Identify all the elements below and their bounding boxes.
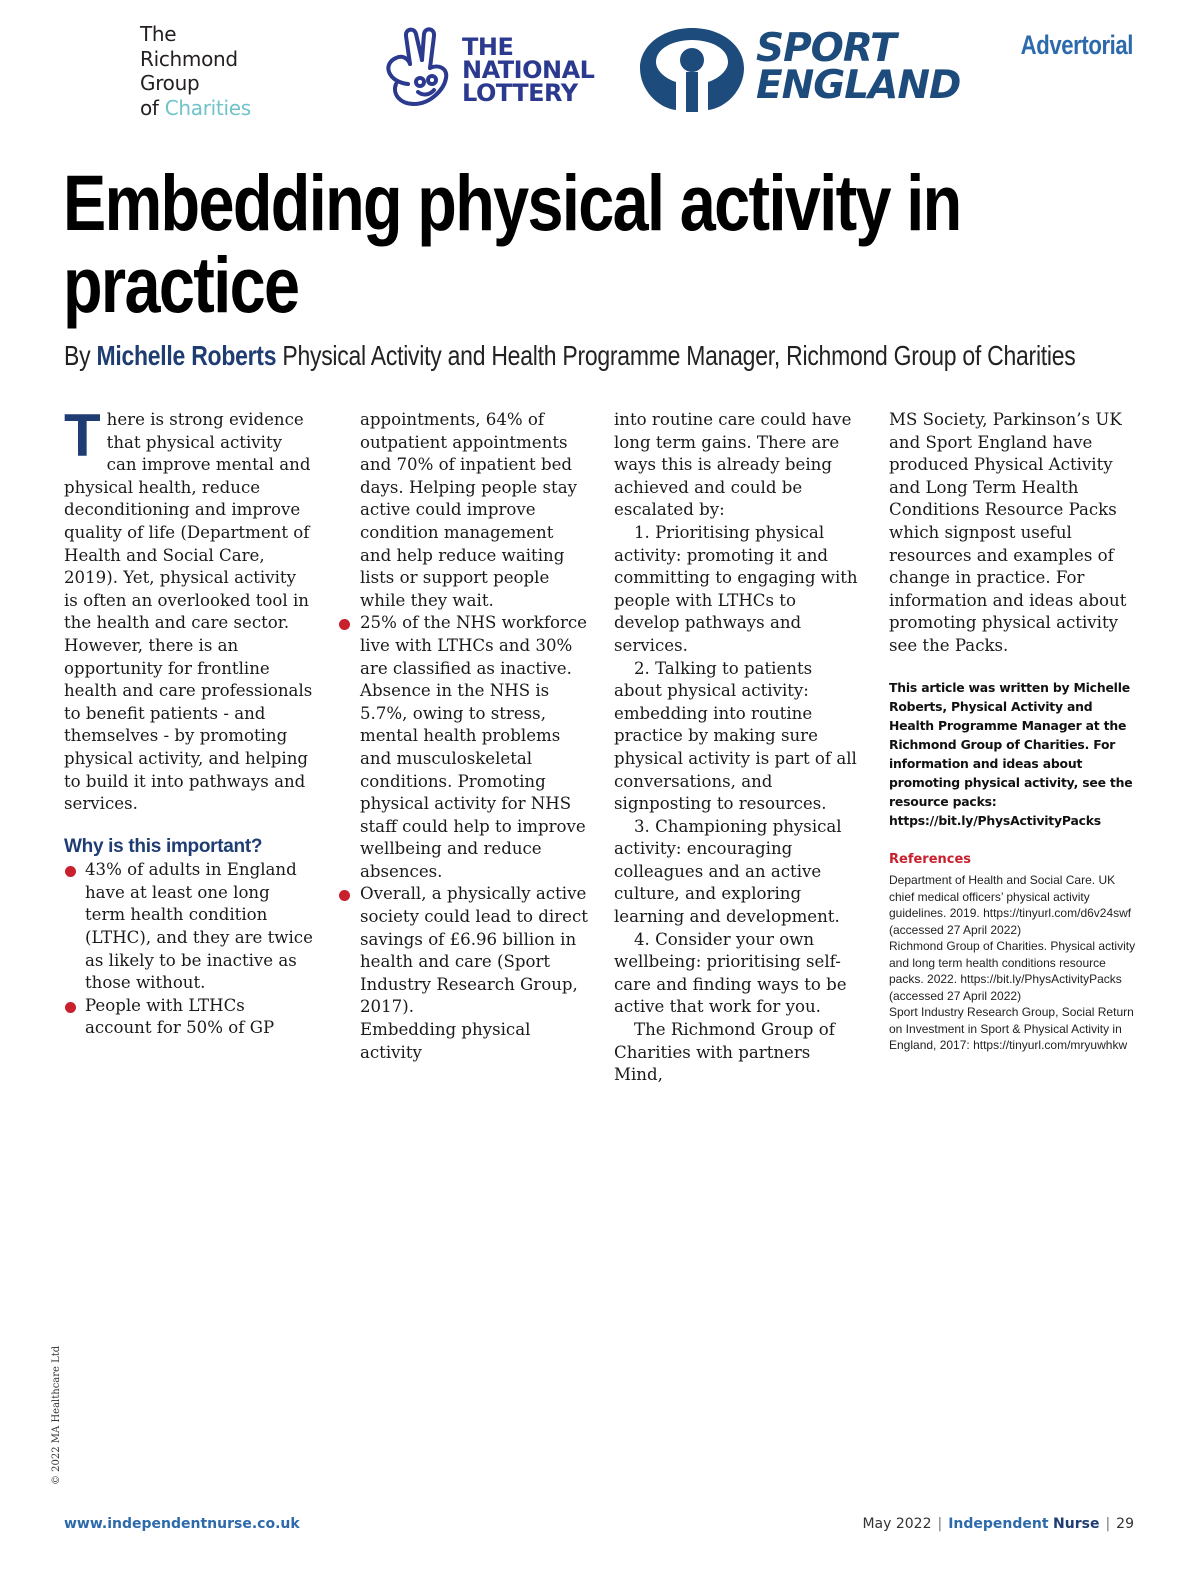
lottery-line: NATIONAL [462, 56, 595, 84]
national-lottery-logo [378, 24, 613, 114]
url-prefix: www.independent [64, 1516, 208, 1532]
logo-line: Richmond [140, 46, 238, 71]
subheading: Why is this important? [64, 835, 263, 857]
author-credit: This article was written by Michelle Roberts, Physical Activity and Health Programme Manager at the Richmond Group of Charities. For information and ideas about promoting physical activity, see the resource packs: https://bit.ly/PhysActivityPacks [889, 679, 1133, 828]
sport-england-logo [636, 24, 976, 114]
bullet-item: People with LTHCs account for 50% of GP [64, 995, 314, 1040]
lottery-wordmark [462, 33, 595, 107]
url-suffix: .co.uk [251, 1516, 300, 1532]
column-3 [614, 409, 864, 1087]
magazine-name-a: Independent [948, 1516, 1049, 1532]
bullet-item: 25% of the NHS workforce live with LTHCs and 30% are classified as inactive. Absence in the NHS is 5.7%, owing to stress, mental health problems and musculoskeletal conditions. Promoting physical activity for NHS staff could help to improve wellbeing and reduce absences. [338, 612, 588, 883]
footer-page-info [862, 1516, 1134, 1532]
intro-paragraph [64, 402, 314, 816]
closing-continuation: MS Society, Parkinson’s UK and Sport England have produced Physical Activity and Long Term Health Conditions Resource Packs which signpost useful resources and examples of change in practice. For information and ideas about promoting physical activity see the Packs. [889, 410, 1127, 655]
dropcap: T [64, 402, 101, 469]
separator: | [937, 1516, 943, 1532]
step-item: 3. Championing physical activity: encouraging colleagues and an active culture, and exploring learning and development. [614, 816, 842, 927]
logo-line [140, 96, 251, 121]
separator: | [1105, 1516, 1111, 1532]
closing-paragraph: The Richmond Group of Charities with partners Mind, [614, 1020, 835, 1085]
byline [64, 340, 1076, 372]
footer-website-link[interactable] [64, 1516, 300, 1532]
author-role: Physical Activity and Health Programme Manager, Richmond Group of Charities [282, 340, 1076, 371]
column-1 [64, 402, 314, 1040]
step-item: 4. Consider your own wellbeing: prioritising self-care and finding ways to be active that work for you. [614, 929, 847, 1017]
lottery-line: THE [462, 33, 514, 61]
lottery-line: LOTTERY [462, 79, 578, 107]
bullet-item: 43% of adults in England have at least one long term health condition (LTHC), and they are twice as likely to be inactive as those without. [64, 859, 314, 995]
step-item: 1. Prioritising physical activity: promoting it and committing to engaging with people with LTHCs to develop pathways and services. [614, 522, 858, 655]
references-heading: References [889, 851, 972, 867]
embedding-lead: Embedding physical activity [360, 1020, 531, 1062]
bullet-continuation: appointments, 64% of outpatient appointments and 70% of inpatient bed days. Helping people stay active could improve condition management and help reduce waiting lists or support people while they wait. [360, 410, 577, 610]
sport-england-emblem-icon [636, 24, 748, 114]
reference-item: Sport Industry Research Group, Social Return on Investment in Sport & Physical Activity in England, 2017: https://tinyurl.com/mryuwhkw [889, 1005, 1134, 1053]
logo-charities: Charities [164, 95, 251, 120]
bullet-item: Overall, a physically active society could lead to direct savings of £6.96 billion in health and care (Sport Industry Research Group, 2017). [338, 883, 588, 1019]
url-bold: nurse [207, 1516, 252, 1532]
embedding-paragraph: into routine care could have long term gains. There are ways this is already being achieved and could be escalated by: [614, 410, 852, 520]
richmond-group-logo [140, 22, 251, 120]
sport-line: SPORT [756, 26, 896, 71]
magazine-name-b: Nurse [1053, 1516, 1100, 1532]
logo-line: The [140, 22, 177, 46]
crossed-fingers-icon [378, 24, 468, 114]
advertorial-label: Advertorial [1020, 30, 1133, 60]
column-2 [338, 409, 588, 1064]
reference-item: Department of Health and Social Care. UK chief medical officers’ physical activity guidelines. 2019. https://tinyurl.com/d6v24swf (accessed 27 April 2022) [889, 873, 1132, 937]
reference-item: Richmond Group of Charities. Physical activity and long term health conditions resource packs. 2022. https://bit.ly/PhysActivityPacks (accessed 27 April 2022) [889, 939, 1136, 1003]
page-number: 29 [1116, 1516, 1134, 1532]
article-title: Embedding physical activity in practice [63, 158, 961, 329]
byline-prefix: By [64, 340, 91, 371]
step-item: 2. Talking to patients about physical activity: embedding into routine practice by making sure physical activity is part of all conversations, and signposting to resources. [614, 658, 857, 814]
column-4 [889, 409, 1139, 1054]
author-name: Michelle Roberts [96, 340, 277, 371]
intro-text: here is strong evidence that physical activity can improve mental and physical health, reduce deconditioning and improve quality of life (Department of Health and Social Care, 2019). Yet, physical activity is often an overlooked tool in the health and care sector. However, there is an opportunity for frontline health and care professionals to benefit patients - and themselves - by promoting physical activity, and helping to build it into pathways and services. [64, 410, 313, 814]
logo-line: Group [140, 71, 200, 95]
logo-of: of [140, 95, 159, 120]
sport-england-wordmark [756, 26, 961, 108]
england-line: ENGLAND [756, 63, 961, 108]
issue-date: May 2022 [862, 1516, 932, 1532]
copyright-notice: © 2022 MA Healthcare Ltd [51, 1345, 62, 1485]
